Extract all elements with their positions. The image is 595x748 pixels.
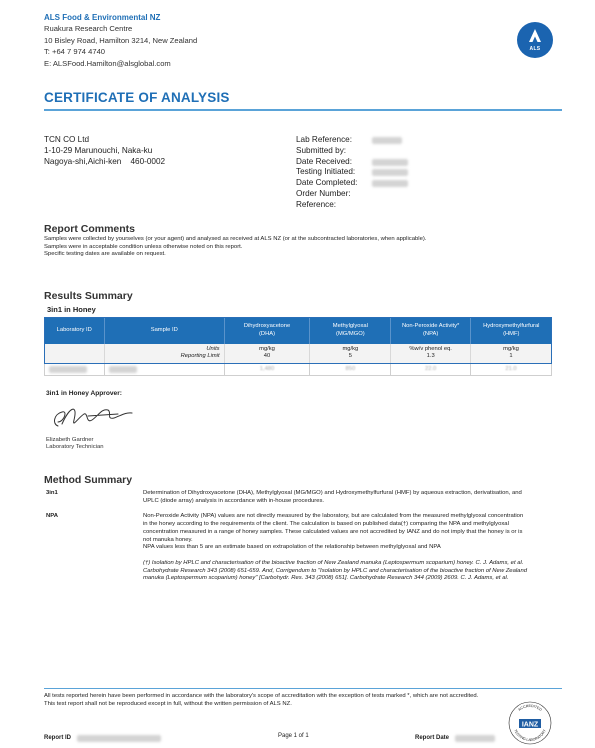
- lab-name: ALS Food & Environmental NZ: [44, 13, 161, 22]
- testing-initiated-label: Testing Initiated:: [296, 167, 356, 177]
- method-key-3in1: 3in1: [46, 490, 58, 496]
- reproduction-note: This test report shall not be reproduced except in full, without the written permission of ALS NZ.: [44, 700, 292, 707]
- order-number-label: Order Number:: [296, 188, 351, 198]
- signature-image: [48, 400, 138, 434]
- value-npa: 22.0: [391, 363, 471, 375]
- lab-reference-block: [296, 135, 408, 211]
- footer-divider: [44, 688, 562, 689]
- limit-dha: 40: [263, 353, 271, 360]
- unit-hmf: mg/kg: [503, 346, 519, 353]
- sample-id-cell: [104, 363, 224, 375]
- unit-mgo: mg/kg: [342, 346, 359, 353]
- col-lab-id: Laboratory ID: [45, 317, 105, 344]
- comment-line-2: Samples were in acceptable condition unless otherwise noted on this report.: [44, 243, 243, 250]
- comment-line-1: Samples were collected by yourselves (or your agent) and analysed as received at ALS NZ (or at the subcontracted laboratories, when applicable).: [44, 236, 427, 242]
- submitted-by-label: Submitted by:: [296, 145, 347, 155]
- reporting-limit-label: Reporting Limit: [180, 353, 220, 360]
- redacted-value: [372, 169, 408, 176]
- page-number: Page 1 of 1: [278, 733, 309, 739]
- col-dha: [224, 317, 310, 344]
- redacted-value: [372, 159, 408, 166]
- report-date-label: Report Date: [415, 735, 450, 742]
- results-table: [44, 317, 552, 376]
- col-npa-abbr: (NPA): [422, 330, 439, 337]
- table-row: [45, 363, 552, 375]
- method-value-3in1: Determination of Dihydroxyacetone (DHA), Methylglyoxal (MG/MGO) and Hydroxymethylfurfural (HMF) by aqueous extraction, derivatisation, and UPLC (diode array) analysis in accordance with in-house procedures.: [143, 490, 522, 504]
- method-summary: [46, 490, 529, 591]
- svg-text:TESTING LABORATORY: TESTING LABORATORY: [513, 728, 547, 743]
- npa-note: NPA values less than 5 are an estimate based on extrapolation of the relationship between methylglyoxal and NPA: [143, 544, 441, 551]
- lab-centre: Ruakura Research Centre: [44, 24, 133, 34]
- report-comments-heading: Report Comments: [44, 223, 136, 235]
- units-mgo: [310, 344, 391, 363]
- als-triangle-icon: [517, 22, 553, 58]
- method-value-npa: [143, 513, 529, 583]
- units-npa: [391, 344, 471, 363]
- redacted-value: [49, 366, 87, 373]
- col-sample-id: Sample ID: [104, 317, 224, 344]
- redacted-value: [455, 735, 495, 742]
- date-received-label: Date Received:: [296, 156, 352, 166]
- approver-info: [46, 437, 104, 451]
- redacted-value: [109, 366, 137, 373]
- method-summary-heading: Method Summary: [44, 474, 133, 486]
- redacted-value: [372, 137, 402, 144]
- als-logo: [517, 22, 553, 58]
- method-row: [46, 513, 529, 583]
- certificate-title: CERTIFICATE OF ANALYSIS: [44, 90, 230, 105]
- redacted-value: [77, 735, 161, 742]
- footer-notes: [44, 693, 490, 708]
- units-hmf: [471, 344, 552, 363]
- value-dha: 1,480: [224, 363, 310, 375]
- svg-text:IANZ: IANZ: [521, 721, 539, 729]
- lab-id-cell: [45, 363, 105, 375]
- value-hmf: 21.0: [471, 363, 552, 375]
- col-hmf-abbr: (HMF): [503, 330, 520, 337]
- col-mgo: [310, 317, 391, 344]
- approver-title: Laboratory Technician: [46, 444, 104, 450]
- units-row: [45, 344, 552, 363]
- client-block: [44, 135, 165, 167]
- units-dha: [224, 344, 310, 363]
- npa-description: Non-Peroxide Activity (NPA) values are not directly measured by the laboratory, but are calculated from the measured methylglyoxal concentration in the honey according to the requirements of the client. The calculation is based on published data(†) comparing the NPA and methylglyoxal concentration measured in a range of honey samples. These calculated values are not accredited by IANZ and do not imply that the honey is or is not manuka honey.: [143, 513, 524, 543]
- svg-text:ACCREDITED: ACCREDITED: [517, 703, 543, 712]
- col-npa-label: Non-Peroxide Activity*: [401, 323, 460, 330]
- value-mgo: 850: [310, 363, 391, 375]
- limit-npa: 1.3: [426, 353, 435, 360]
- table-header-row: [45, 317, 552, 344]
- lab-email: E: ALSFood.Hamilton@alsglobal.com: [44, 58, 171, 68]
- lab-reference-label: Lab Reference:: [296, 135, 352, 144]
- results-summary-heading: Results Summary: [44, 290, 133, 302]
- col-dha-abbr: (DHA): [258, 330, 276, 337]
- report-date: [415, 733, 495, 742]
- client-address-1: 1-10-29 Marunouchi, Naka-ku: [44, 145, 153, 155]
- col-hmf-label: Hydroxymethylfurfural: [483, 323, 540, 330]
- col-hmf: [471, 317, 552, 344]
- comment-line-3: Specific testing dates are available on request.: [44, 251, 166, 258]
- reference-label: Reference:: [296, 199, 337, 209]
- limit-mgo: 5: [348, 353, 352, 360]
- redacted-value: [372, 180, 408, 187]
- approver-name: Elizabeth Gardner: [46, 437, 94, 443]
- method-row: [46, 490, 529, 505]
- col-dha-label: Dihydroxyacetone: [243, 323, 291, 330]
- col-mgo-abbr: (MG/MGO): [336, 330, 365, 337]
- lab-address: 10 Bisley Road, Hamilton 3214, New Zealand: [44, 35, 198, 45]
- accreditation-note: All tests reported herein have been performed in accordance with the laboratory's scope of accreditation with the exception of tests marked *, which are not accredited.: [44, 693, 479, 699]
- report-comments-text: [44, 236, 564, 259]
- method-key-npa: NPA: [46, 513, 58, 520]
- results-subheading: 3in1 in Honey: [47, 305, 96, 314]
- units-label: Units: [206, 346, 220, 353]
- unit-dha: mg/kg: [259, 346, 275, 353]
- units-limit-labels: [104, 344, 224, 363]
- report-id: [44, 733, 161, 742]
- report-id-label: Report ID: [44, 735, 71, 742]
- client-name: TCN CO Ltd: [44, 135, 90, 144]
- lab-phone: T: +64 7 974 4740: [44, 47, 106, 57]
- col-npa: [391, 317, 471, 344]
- client-address-2: Nagoya-shi,Aichi-ken 460-0002: [44, 156, 166, 166]
- unit-npa: %w/v phenol eq.: [409, 346, 452, 353]
- ianz-accreditation-seal: [507, 700, 553, 746]
- lab-header: [44, 12, 197, 69]
- date-completed-label: Date Completed:: [296, 178, 358, 188]
- col-mgo-label: Methylglyoxal: [332, 323, 368, 330]
- limit-hmf: 1: [509, 353, 513, 360]
- approver-heading: 3in1 in Honey Approver:: [46, 390, 122, 397]
- npa-reference: (†) Isolation by HPLC and characterisation of the bioactive fraction of New Zealand manuka (Leptospermum scoparium) honey. C. J. Adams, et al. Carbohydrate Research 343 (2008) 651-659. And, Corrigendum to "Isolation by HPLC and characterisation of the bioactive fraction of New Zealand manuka (Leptospermum scoparium) honey" [Carbohydr. Res. 343 (2008) 651]. Carbohydrate Research 344 (2009) 2609. C. J. Adams, et al.: [143, 559, 527, 582]
- title-divider: [44, 109, 562, 111]
- logo-text: ALS: [529, 46, 541, 52]
